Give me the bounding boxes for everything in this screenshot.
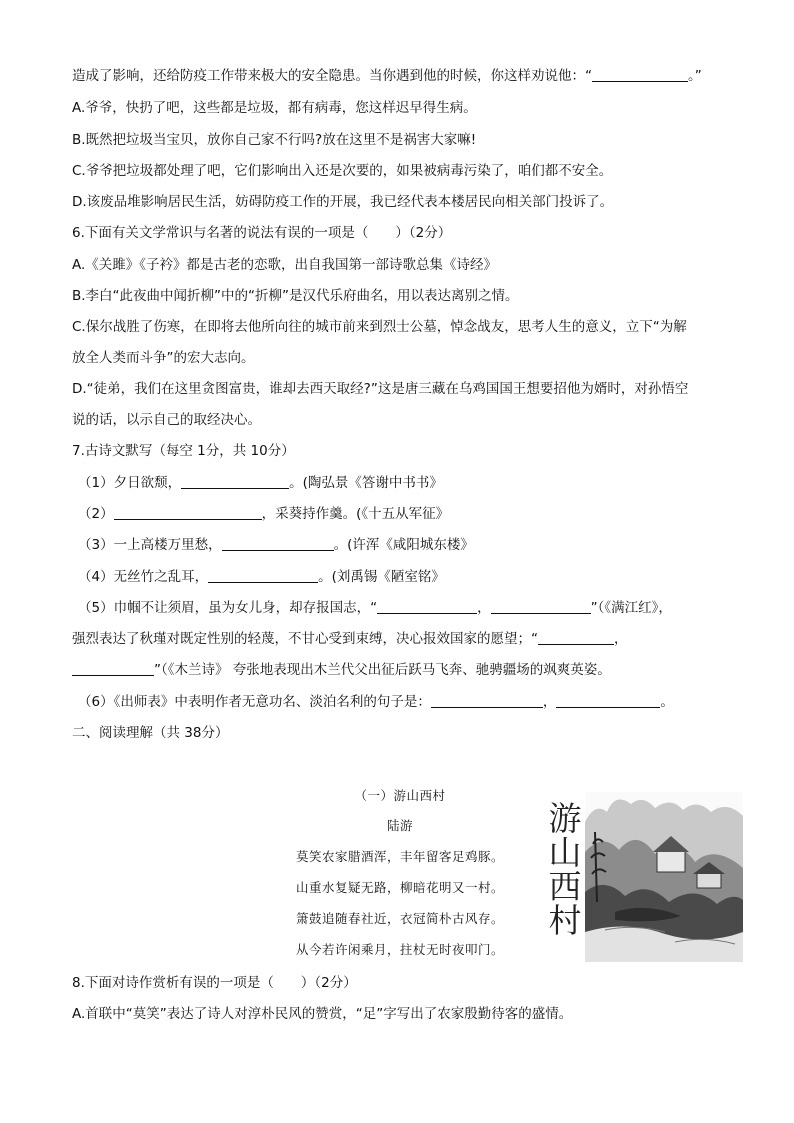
- q7-5-comma-2: ，: [614, 631, 628, 647]
- poem-author: 陆游: [386, 818, 413, 833]
- q6-question: 6.下面有关文学常识与名著的说法有误的一项是（ ）（2分）: [72, 225, 452, 241]
- poem-line-4: 从今若许闲乘月，拄杖无时夜叩门。: [295, 942, 504, 957]
- q6-option-b: B.李白“此夜曲中闻折柳”中的“折柳”是汉代乐府曲名，用以表达离别之情。: [72, 288, 519, 304]
- poem-line-2: 山重水复疑无路，柳暗花明又一村。: [295, 880, 504, 895]
- answer-blank[interactable]: [377, 599, 477, 614]
- q6-option-c-line2: 放全人类而斗争”的宏大志向。: [72, 350, 255, 366]
- q7-5-text-3: ”（《木兰诗》 夸张地表现出木兰代父出征后跃马飞奔、驰骋疆场的飒爽英姿。: [154, 662, 611, 678]
- poem-line-3: 箫鼓追随春社近，衣冠简朴古风存。: [295, 911, 504, 926]
- q7-4-source: 。(刘禹锡《陋室铭》: [318, 569, 445, 585]
- q7-heading: 7.古诗文默写（每空 1分，共 10分）: [72, 443, 295, 459]
- vertical-title-char: 山: [548, 833, 582, 872]
- vertical-title-char: 西: [548, 867, 582, 906]
- q7-item-3: [78, 535, 738, 555]
- q5-prompt-end: 。”: [688, 68, 702, 84]
- answer-blank[interactable]: [491, 599, 591, 614]
- answer-blank[interactable]: [556, 693, 660, 708]
- q7-item-1: [78, 473, 738, 493]
- q7-6-end: 。: [660, 694, 674, 710]
- answer-blank[interactable]: [538, 630, 614, 645]
- q7-5-source: ”（《满江红》，: [590, 600, 672, 616]
- answer-blank[interactable]: [431, 693, 543, 708]
- answer-blank[interactable]: [114, 505, 262, 520]
- q7-item-5-line1: [78, 598, 738, 618]
- poem-line-1: 莫笑农家腊酒浑，丰年留客足鸡豚。: [295, 849, 504, 864]
- q7-2-source: ，采葵持作羹。(《十五从军征》: [261, 506, 450, 522]
- q5-option-d: D.该废品堆影响居民生活，妨碍防疫工作的开展，我已经代表本楼居民向相关部门投诉了。: [72, 194, 614, 210]
- q8-option-a: A.首联中“莫笑”表达了诗人对淳朴民风的赞赏，“足”字写出了农家殷勤待客的盛情。: [72, 1006, 573, 1022]
- q7-item-2: [78, 504, 738, 524]
- q7-3-text: （3）一上高楼万里愁，: [78, 537, 222, 553]
- q7-item-5-line2: [72, 629, 732, 649]
- q5-prompt-text: 造成了影响，还给防疫工作带来极大的安全隐患。当你遇到他的时候，你这样劝说他：“: [72, 68, 592, 84]
- q7-6-comma: ，: [542, 694, 557, 710]
- q7-item-6: [78, 692, 738, 712]
- q6-option-c-line1: C.保尔战胜了伤寒，在即将去他所向往的城市前来到烈士公墓，悼念战友，思考人生的意义，立下“为解: [72, 319, 687, 335]
- answer-blank[interactable]: [72, 661, 154, 676]
- q5-option-c: C.爷爷把垃圾都处理了吧，它们影响出入还是次要的，如果被病毒污染了，咱们都不安全。: [72, 163, 613, 179]
- vertical-title-char: 游: [548, 799, 582, 838]
- answer-blank[interactable]: [181, 474, 289, 489]
- q5-prompt-line: [72, 66, 732, 86]
- q7-2-text: （2）: [78, 506, 114, 522]
- answer-blank[interactable]: [222, 536, 334, 551]
- q7-item-5-line3: [72, 660, 732, 680]
- q7-5-text: （5）巾帼不让须眉，虽为女儿身，却存报国志，“: [78, 600, 378, 616]
- q7-3-source: 。(许浑《咸阳城东楼》: [333, 537, 474, 553]
- q6-option-d-line2: 说的话，以示自己的取经决心。: [72, 412, 261, 428]
- poem-vertical-title: [545, 799, 585, 940]
- poem-heading: （一）游山西村: [354, 788, 446, 803]
- q7-1-text: （1）夕日欲颓，: [78, 475, 182, 491]
- q7-1-source: 。(陶弘景《答谢中书书》: [289, 475, 443, 491]
- answer-blank[interactable]: [592, 67, 688, 82]
- q7-5-text-2: 强烈表达了秋瑾对既定性别的轻蔑，不甘心受到束缚，决心报效国家的愿望；“: [72, 631, 538, 647]
- q6-option-a: A.《关雎》《子衿》都是古老的恋歌，出自我国第一部诗歌总集《诗经》: [72, 257, 498, 273]
- q5-option-a: A.爷爷，快扔了吧，这些都是垃圾，都有病毒，您这样迟早得生病。: [72, 100, 477, 116]
- q6-option-d-line1: D.“徒弟，我们在这里贪图富贵，谁却去西天取经?”这是唐三藏在乌鸡国国王想要招他为婿时，对孙悟空: [72, 381, 689, 397]
- landscape-illustration: [585, 792, 743, 962]
- q7-4-text: （4）无丝竹之乱耳，: [78, 569, 209, 585]
- section-2-heading: 二、阅读理解（共 38分）: [72, 725, 229, 741]
- answer-blank[interactable]: [208, 568, 318, 583]
- q8-question: 8.下面对诗作赏析有误的一项是（ ）（2分）: [72, 975, 357, 991]
- q7-5-comma: ，: [477, 600, 491, 616]
- vertical-title-char: 村: [548, 901, 582, 940]
- q7-6-text: （6）《出师表》中表明作者无意功名、淡泊名利的句子是：: [78, 694, 431, 710]
- q7-item-4: [78, 567, 738, 587]
- q5-option-b: B.既然把垃圾当宝贝，放你自己家不行吗?放在这里不是祸害大家嘛!: [72, 132, 477, 148]
